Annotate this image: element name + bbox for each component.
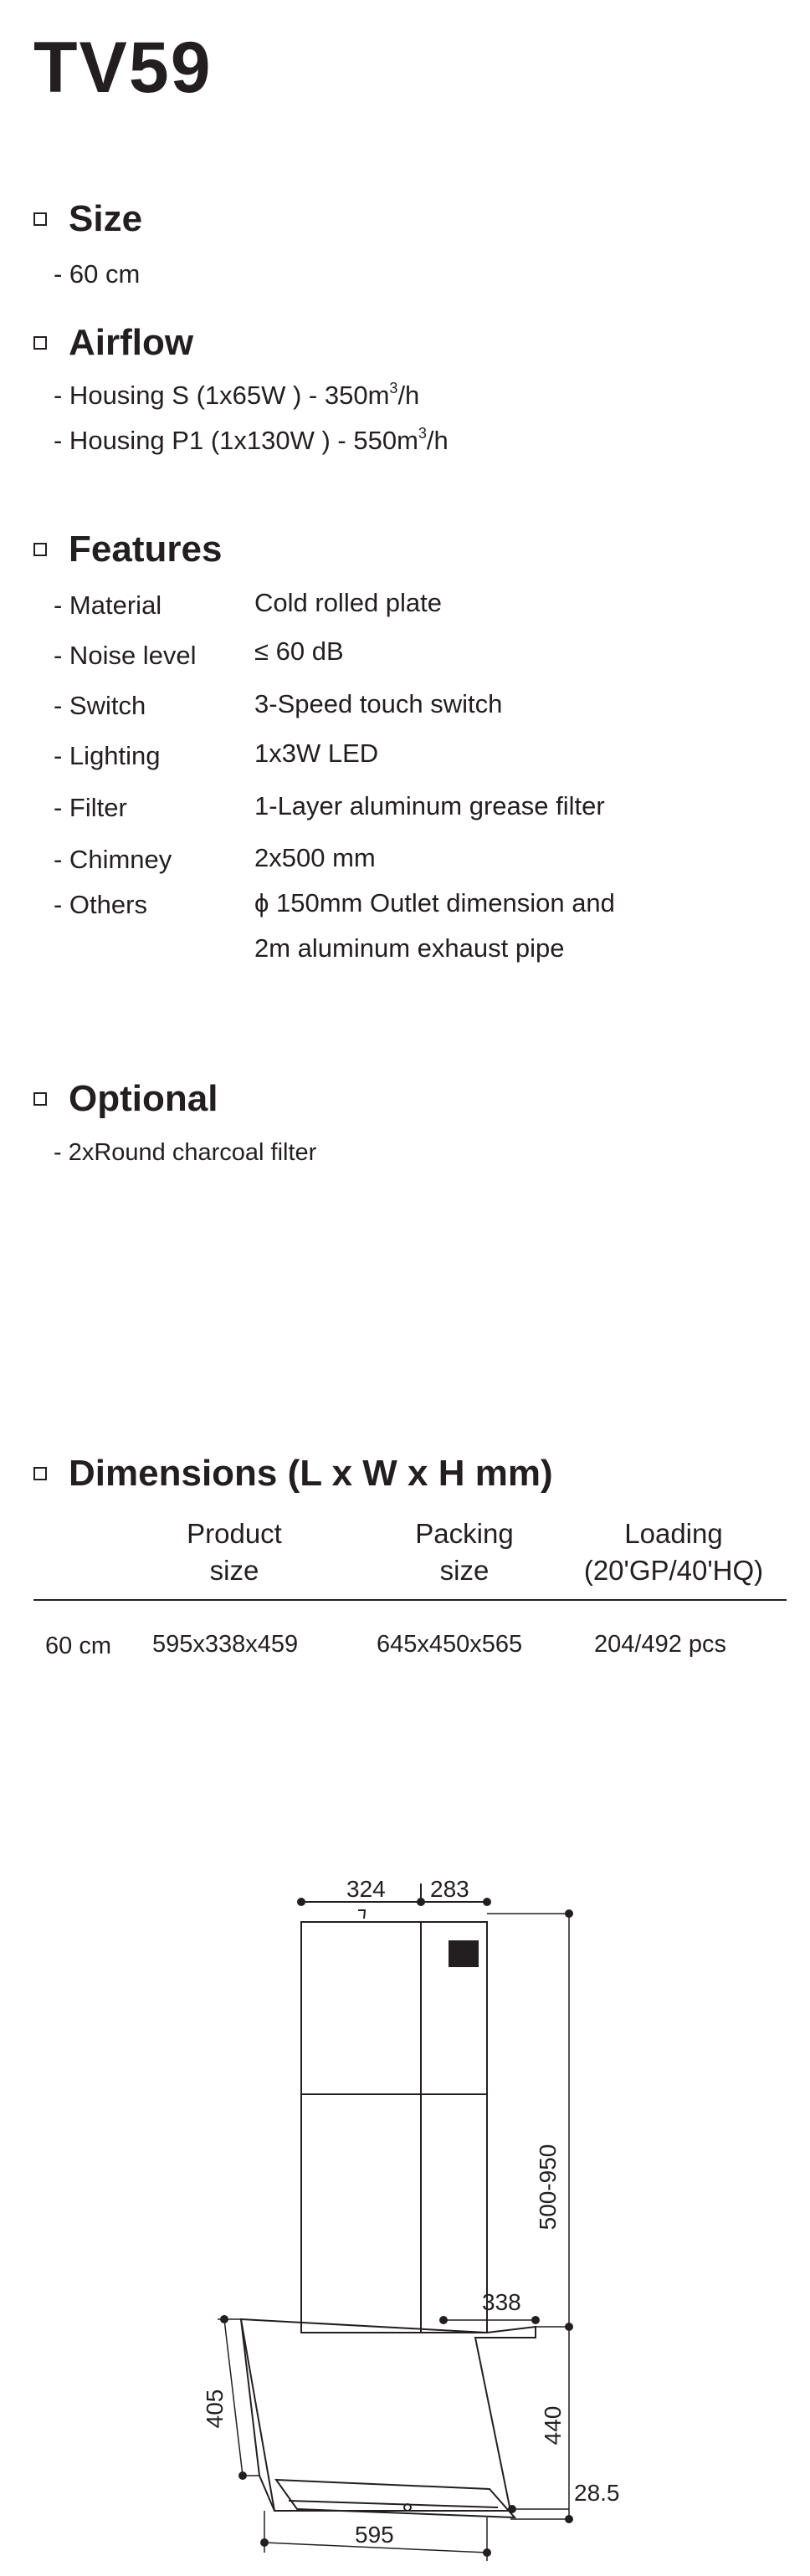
optional-value: - 2xRound charcoal filter: [54, 1139, 317, 1166]
size-heading-text: Size: [69, 198, 143, 239]
feature-label: - Lighting: [54, 741, 161, 770]
features-heading-text: Features: [69, 529, 223, 570]
feature-value: ϕ 150mm Outlet dimension and: [254, 888, 615, 917]
chimney-lower: [301, 2094, 487, 2333]
airflow-item-text: - Housing S (1x65W ) - 350m: [54, 381, 390, 410]
airflow-section-heading: [33, 322, 194, 363]
table-cell-loading: 204/492 pcs: [594, 1631, 727, 1658]
hood-outline: [241, 1883, 536, 2517]
optional-section-heading: [33, 1078, 218, 1119]
wall-bracket: [449, 1940, 479, 1967]
checkbox-square-icon: [33, 543, 47, 556]
table-divider: [33, 1599, 787, 1601]
label-top-width: 324: [346, 1876, 386, 1902]
dim-dot: [565, 2323, 573, 2331]
feature-label: - Switch: [54, 691, 146, 720]
label-hood-height: 440: [540, 2405, 566, 2446]
feature-label: - Filter: [54, 793, 127, 822]
table-header-packing: Packing size: [415, 1518, 514, 1586]
feature-value: 1x3W LED: [254, 739, 379, 768]
dim-dot: [417, 1898, 425, 1906]
hood-body: [241, 2319, 536, 2511]
table-cell-model: 60 cm: [45, 1633, 111, 1659]
airflow-item-sup: 3: [389, 380, 398, 396]
feature-value: Cold rolled plate: [254, 588, 443, 617]
airflow-item: [54, 426, 449, 453]
feature-label: - Noise level: [54, 641, 197, 670]
feature-label: - Chimney: [54, 845, 172, 874]
dim-dot: [531, 2316, 540, 2324]
airflow-item-unit: /h: [426, 426, 449, 455]
dimension-labels: [202, 1876, 620, 2548]
table-header-product: Product size: [187, 1518, 282, 1586]
label-glass-height: 405: [202, 2389, 228, 2429]
label-hood-depth: 338: [482, 2289, 521, 2315]
dimensions-heading-text: Dimensions (L x W x H mm): [69, 1453, 553, 1494]
label-chimney-height: 500-950: [535, 2144, 561, 2231]
airflow-item-sup: 3: [418, 425, 427, 442]
filter-tray: [276, 2480, 515, 2517]
dim-dot: [220, 2315, 228, 2323]
hood-dimension-drawing: [0, 1840, 810, 2576]
feature-label: - Material: [54, 590, 162, 620]
airflow-heading-text: Airflow: [69, 322, 194, 363]
checkbox-square-icon: [33, 1467, 47, 1480]
dim-dot: [565, 2515, 573, 2523]
feature-value: ≤ 60 dB: [254, 636, 344, 666]
table-cell-packing: 645x450x565: [377, 1631, 523, 1658]
dimension-dots: [220, 1898, 573, 2557]
checkbox-square-icon: [33, 1092, 47, 1106]
size-value: - 60 cm: [54, 259, 141, 289]
dim-dot: [483, 1898, 491, 1906]
table-header-loading: Loading (20'GP/40'HQ): [583, 1518, 764, 1586]
feature-value: 3-Speed touch switch: [254, 689, 503, 718]
dim-dot: [260, 2538, 269, 2547]
dim-dot: [238, 2471, 247, 2480]
dim-dot: [483, 2548, 491, 2557]
size-section-heading: [33, 198, 143, 239]
feature-value: 1-Layer aluminum grease filter: [254, 791, 605, 820]
airflow-item: [54, 381, 419, 408]
feature-value: 2x500 mm: [254, 843, 376, 872]
label-hood-width: 595: [355, 2522, 394, 2548]
airflow-item-text: - Housing P1 (1x130W ) - 550m: [54, 426, 418, 455]
features-section-heading: [33, 531, 222, 568]
optional-heading-text: Optional: [69, 1078, 218, 1119]
dim-dot: [297, 1898, 305, 1906]
dim-dot: [439, 2316, 448, 2324]
label-top-depth: 283: [430, 1876, 469, 1902]
product-title: TV59: [33, 28, 213, 108]
dim-dot: [565, 1909, 573, 1918]
table-cell-product: 595x338x459: [152, 1631, 299, 1658]
dimension-lines: [218, 1914, 569, 2561]
checkbox-square-icon: [33, 336, 47, 350]
feature-label: - Others: [54, 890, 147, 919]
label-bottom-thickness: 28.5: [574, 2480, 620, 2506]
dimensions-section-heading: [33, 1455, 553, 1492]
chimney-hook: [358, 1910, 365, 1919]
dim-dot: [508, 2505, 516, 2513]
airflow-item-unit: /h: [397, 381, 420, 410]
checkbox-square-icon: [33, 212, 47, 226]
filter-slot: [289, 2501, 498, 2507]
feature-value-continued: 2m aluminum exhaust pipe: [254, 933, 565, 963]
